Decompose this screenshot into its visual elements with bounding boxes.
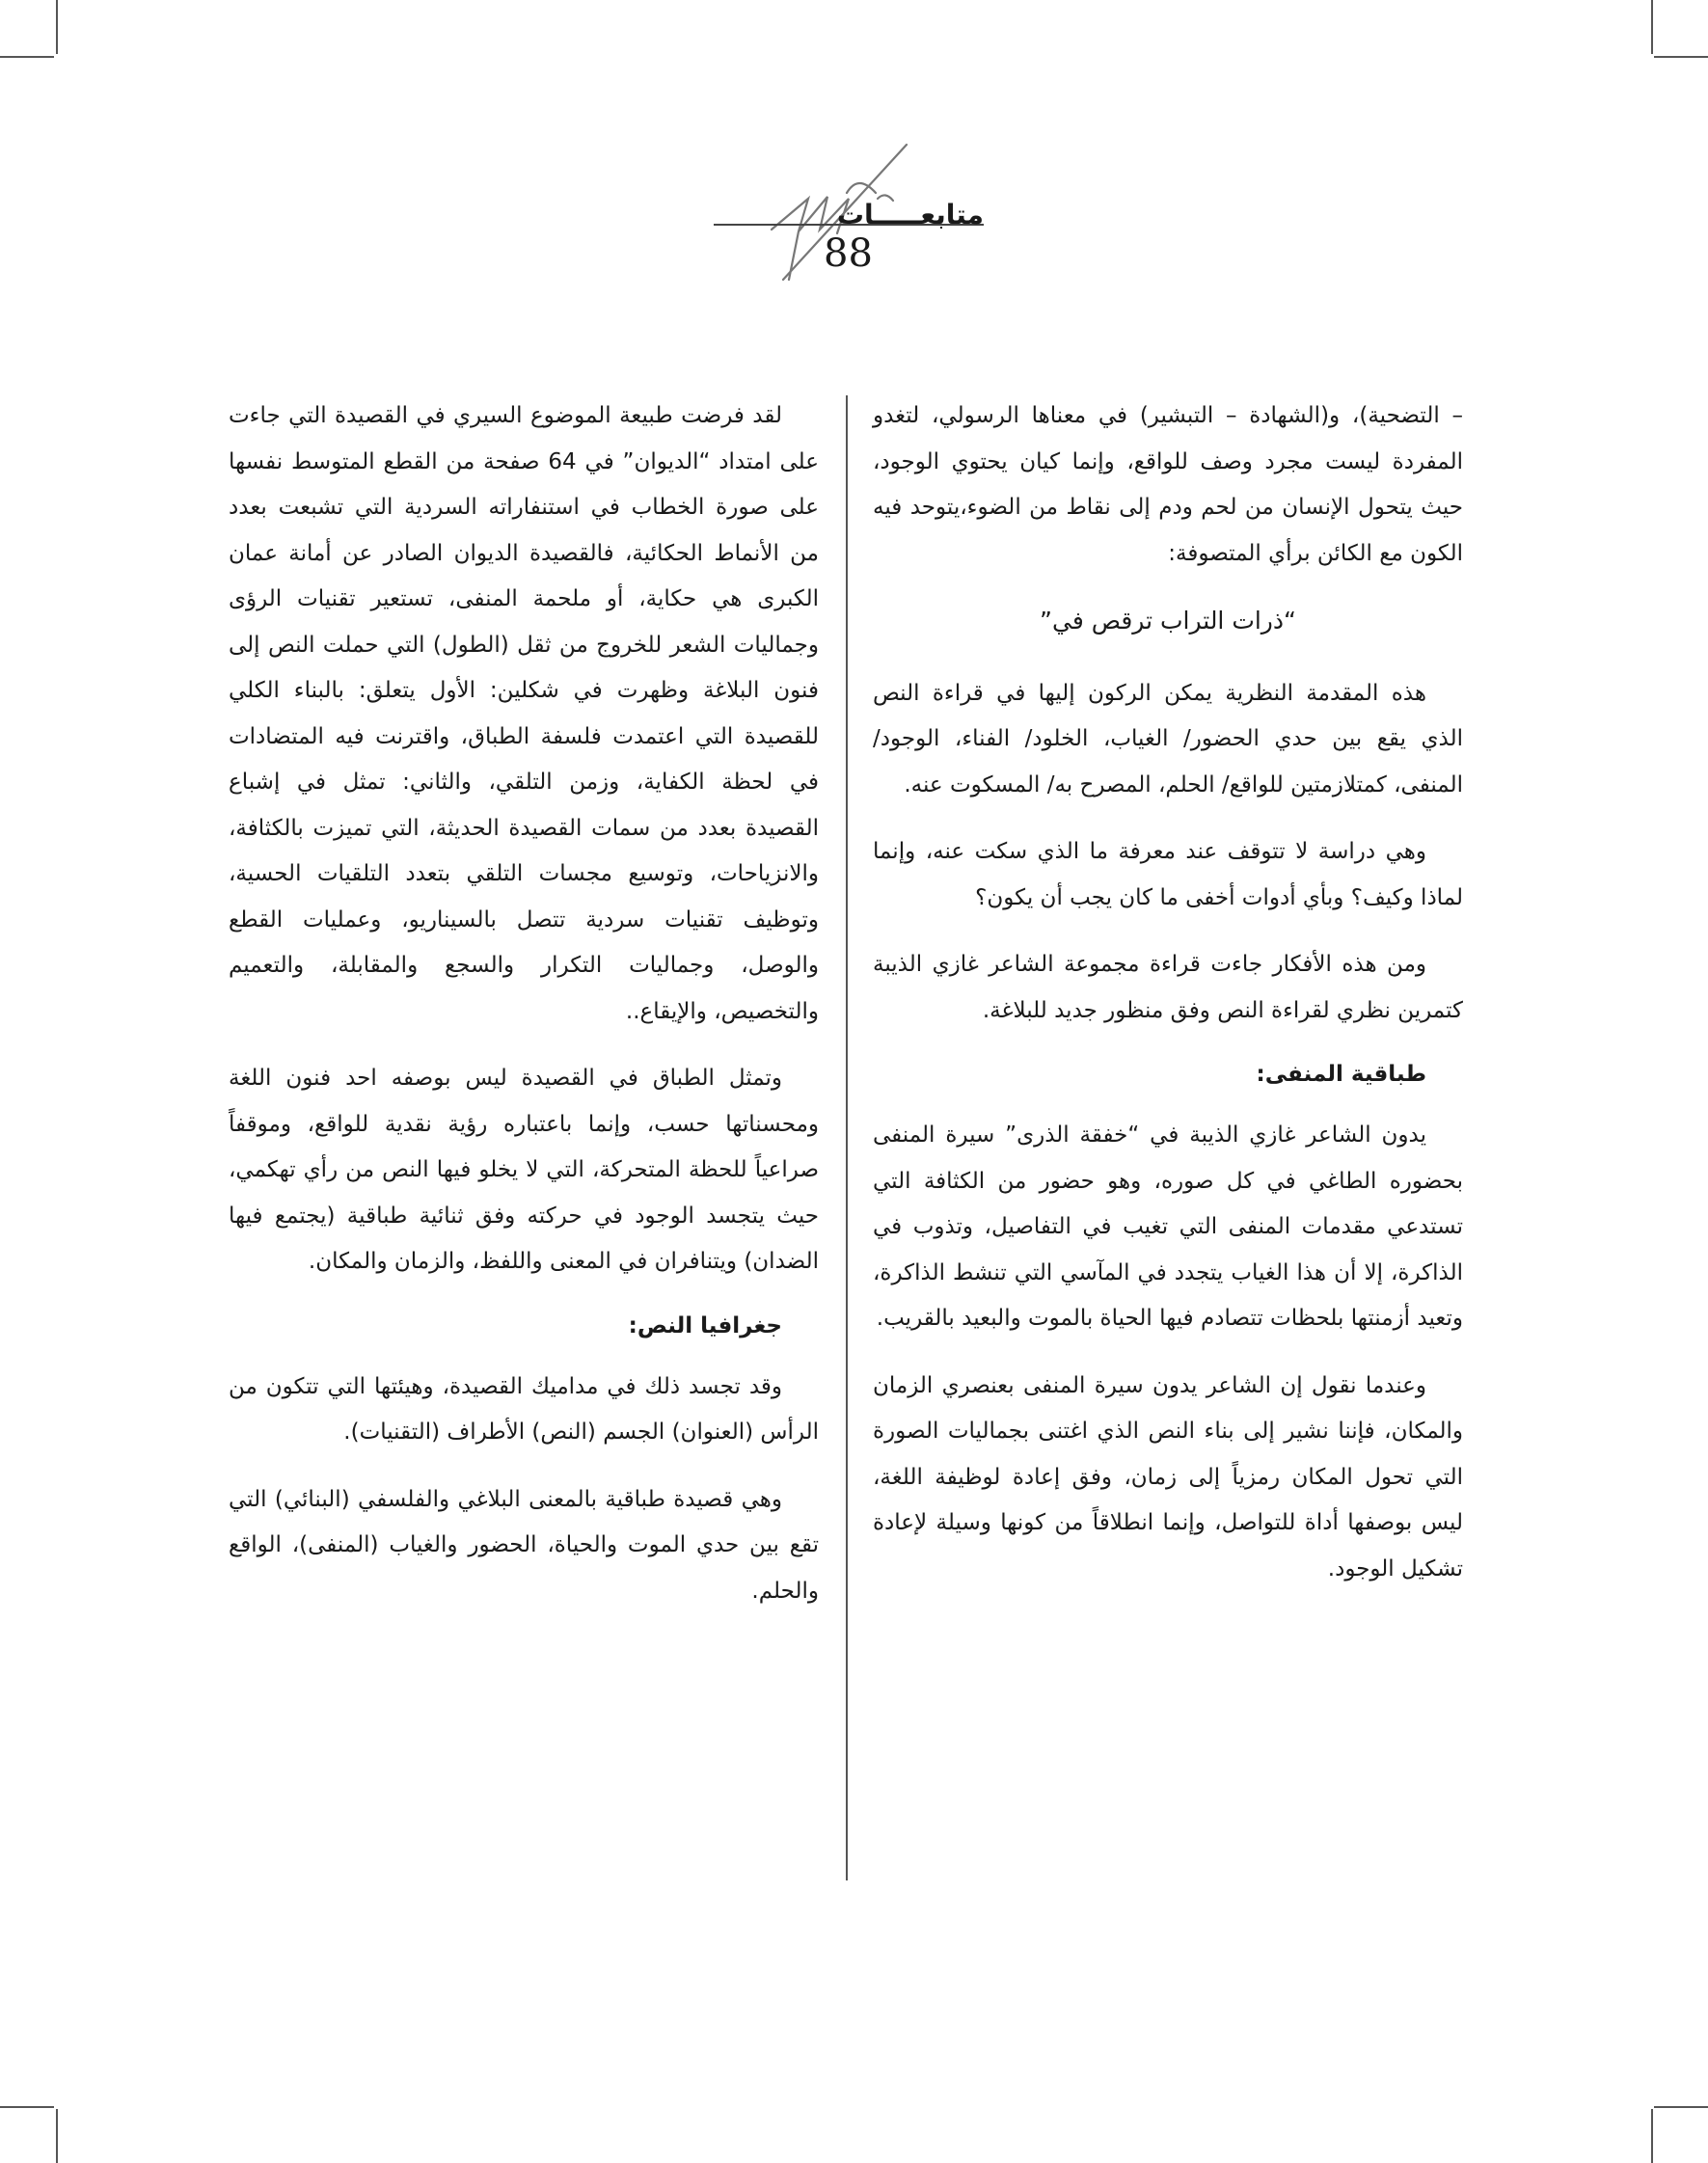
right-column xyxy=(873,393,1463,1613)
crop-mark-bottom-left-h xyxy=(0,2106,54,2108)
section-heading: طباقية المنفى: xyxy=(1256,1062,1426,1087)
running-header xyxy=(714,135,984,289)
section-label: متابعـــــات xyxy=(836,199,984,230)
paragraph: وعندما نقول إن الشاعر يدون سيرة المنفى بعنصري الزمان والمكان، فإننا نشير إلى بناء النص الذي اغتنى بجماليات الصورة التي تحول المكان رمزياً إلى زمان، وفق إعادة لوظيفة اللغة، ليس بوصفها أداة للتواصل، وإنما انطلاقاً من كونها وسيلة لإعادة تشكيل الوجود. xyxy=(873,1372,1463,1582)
column-divider xyxy=(846,395,848,1880)
crop-mark-bottom-left xyxy=(56,2109,58,2163)
left-column xyxy=(229,393,819,1636)
paragraph: لقد فرضت طبيعة الموضوع السيري في القصيدة التي جاءت على امتداد “الديوان” في 64 صفحة من القطع المتوسط نفسها على صورة الخطاب في استنفاراته السردية التي تشبعت بعدد من الأنماط الحكائية، فالقصيدة الديوان الصادر عن أمانة عمان الكبرى هي حكاية، أو ملحمة المنفى، تستعير تقنيات الرؤى وجماليات الشعر للخروج من ثقل (الطول) التي حملت النص إلى فنون البلاغة وظهرت في شكلين: الأول يتعلق: بالبناء الكلي للقصيدة التي اعتمدت فلسفة الطباق، واقترنت فيه المتضادات في لحظة الكفاية، وزمن التلقي، والثاني: تمثل في إشباع القصيدة بعدد من سمات القصيدة الحديثة، التي تميزت بالكثافة، والانزياحات، وتوسيع مجسات التلقي بتعدد التلقيات الحسية، وتوظيف تقنيات سردية تتصل بالسيناريو، وعمليات القطع والوصل، وجماليات التكرار والسجع والمقابلة، والتعميم والتخصيص، والإيقاع.. xyxy=(229,403,819,1024)
paragraph: يدون الشاعر غازي الذيبة في “خفقة الذرى” سيرة المنفى بحضوره الطاغي في كل صوره، وهو حضور من الكثافة التي تستدعي مقدمات المنفى التي تغيب في التفاصيل، وتذوب في الذاكرة، إلا أن هذا الغياب يتجدد في المآسي التي تنشط الذاكرة، وتعيد أزمنتها بلحظات تتصادم فيها الحياة بالموت والبعيد بالقريب. xyxy=(873,1122,1463,1331)
paragraph: وهي قصيدة طباقية بالمعنى البلاغي والفلسفي (البنائي) التي تقع بين حدي الموت والحياة، الحضور والغياب (المنفى)، الواقع والحلم. xyxy=(229,1486,819,1604)
page-number: 88 xyxy=(824,231,873,276)
paragraph: وتمثل الطباق في القصيدة ليس بوصفه احد فنون اللغة ومحسناتها حسب، وإنما باعتباره رؤية نقدية للواقع، وموقفاً صراعياً للحظة المتحركة، التي لا يخلو فيها النص من رأي تهكمي، حيث يتجسد الوجود في حركته وفق ثنائية طباقية (يجتمع فيها الضدان) ويتنافران في المعنى واللفظ، والزمان والمكان. xyxy=(229,1066,819,1274)
paragraph: وقد تجسد ذلك في مداميك القصيدة، وهيئتها التي تتكون من الرأس (العنوان) الجسم (النص) الأطراف (التقنيات). xyxy=(229,1373,819,1445)
crop-mark-top-right xyxy=(1651,0,1653,54)
crop-mark-top-right-h xyxy=(1654,56,1708,58)
section-heading: جغرافيا النص: xyxy=(628,1312,782,1338)
quoted-verse: “ذرات التراب ترقص في” xyxy=(1040,607,1296,635)
crop-mark-top-left xyxy=(56,0,58,54)
paragraph: – التضحية)، و(الشهادة – التبشير) في معناها الرسولي، لتغدو المفردة ليست مجرد وصف للواقع، وإنما كيان يحتوي الوجود، حيث يتحول الإنسان من لحم ودم إلى نقاط من الضوء،يتوحد فيه الكون مع الكائن برأي المتصوفة: xyxy=(873,403,1463,566)
paragraph: وهي دراسة لا تتوقف عند معرفة ما الذي سكت عنه، وإنما لماذا وكيف؟ وبأي أدوات أخفى ما كان يجب أن يكون؟ xyxy=(873,839,1463,910)
crop-mark-bottom-right xyxy=(1651,2109,1653,2163)
paragraph: ومن هذه الأفكار جاءت قراءة مجموعة الشاعر غازي الذيبة كتمرين نظري لقراءة النص وفق منظور جديد للبلاغة. xyxy=(873,952,1463,1023)
crop-mark-top-left-h xyxy=(0,56,54,58)
paragraph: هذه المقدمة النظرية يمكن الركون إليها في قراءة النص الذي يقع بين حدي الحضور/ الغياب، الخلود/ الفناء، الوجود/ المنفى، كمتلازمتين للواقع/ الحلم، المصرح به/ المسكوت عنه. xyxy=(873,680,1463,798)
crop-mark-bottom-right-h xyxy=(1654,2106,1708,2108)
